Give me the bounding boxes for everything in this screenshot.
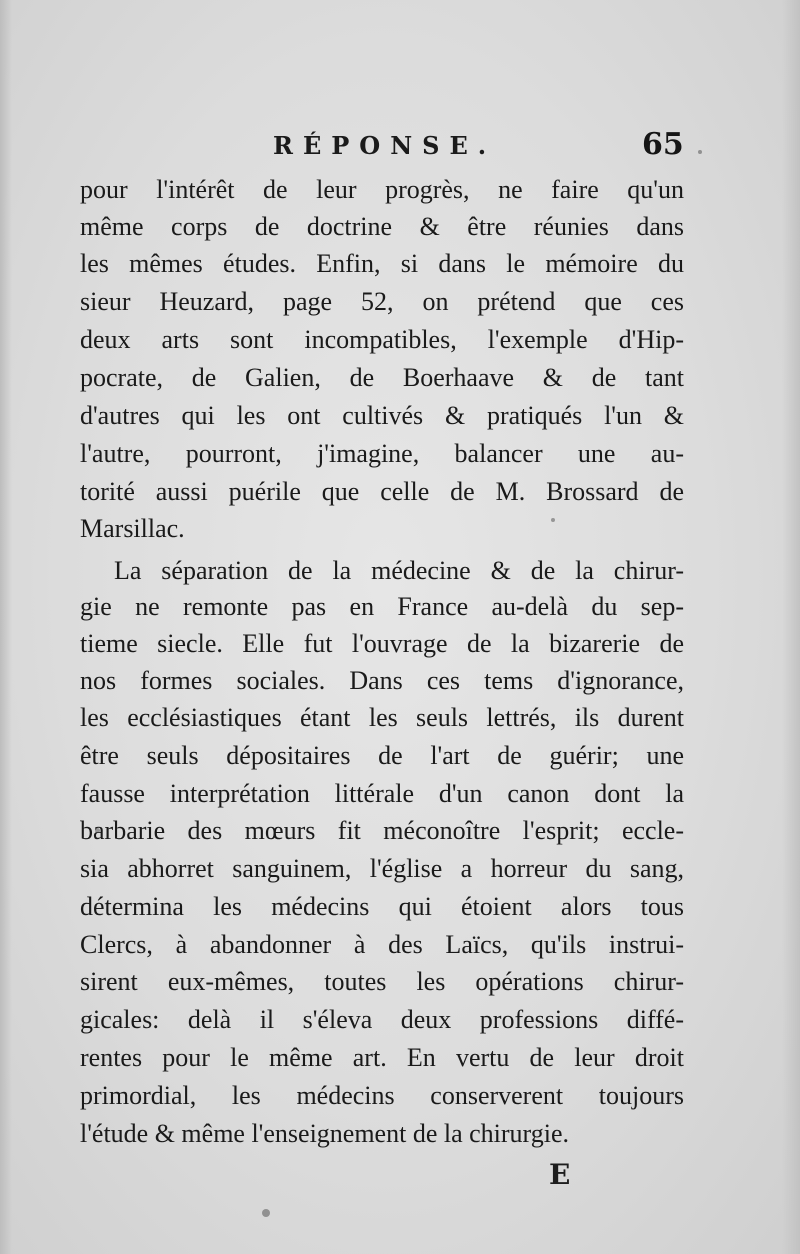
text-line: gie ne remonte pas en France au-delà du sep- (80, 592, 684, 621)
text-line: détermina les médecins qui étoient alors tous (80, 892, 684, 921)
text-line: torité aussi puérile que celle de M. Brossard de (80, 477, 684, 506)
text-line: l'étude & même l'enseignement de la chirurgie. (80, 1119, 569, 1148)
text-line: l'autre, pourront, j'imagine, balancer une au- (80, 439, 684, 468)
paper-speck (95, 828, 100, 833)
text-line: être seuls dépositaires de l'art de guérir; une (80, 741, 684, 770)
text-line: Clercs, à abandonner à des Laïcs, qu'ils instrui- (80, 930, 684, 959)
text-line: pour l'intérêt de leur progrès, ne faire qu'un (80, 175, 684, 204)
text-line: primordial, les médecins conserverent toujours (80, 1081, 684, 1110)
text-line: sieur Heuzard, page 52, on prétend que ces (80, 287, 684, 316)
paragraph-start-line: La séparation de la médecine & de la chirur- (114, 556, 684, 585)
text-line: sia abhorret sanguinem, l'église a horreur du sang, (80, 854, 684, 883)
text-line: rentes pour le même art. En vertu de leur droit (80, 1043, 684, 1072)
text-line: même corps de doctrine & être réunies dans (80, 212, 684, 241)
signature-mark: E (549, 1158, 571, 1191)
text-line: les ecclésiastiques étant les seuls lettrés, ils durent (80, 703, 684, 732)
text-line: tieme siecle. Elle fut l'ouvrage de la bizarerie de (80, 629, 684, 658)
running-head: RÉPONSE. (273, 131, 497, 160)
paper-speck (262, 1209, 270, 1217)
text-line: pocrate, de Galien, de Boerhaave & de tant (80, 363, 684, 392)
text-line: Marsillac. (80, 514, 185, 543)
text-line: gicales: delà il s'éleva deux professions diffé- (80, 1005, 684, 1034)
text-line: nos formes sociales. Dans ces tems d'ignorance, (80, 666, 684, 695)
text-line: sirent eux-mêmes, toutes les opérations chirur- (80, 967, 684, 996)
text-line: d'autres qui les ont cultivés & pratiqués l'un & (80, 401, 684, 430)
page-number: 65 (642, 127, 684, 162)
text-line: deux arts sont incompatibles, l'exemple d'Hip- (80, 325, 684, 354)
paper-speck (698, 150, 702, 154)
paper-speck (551, 518, 555, 522)
text-line: les mêmes études. Enfin, si dans le mémoire du (80, 249, 684, 278)
text-line: barbarie des mœurs fit méconoître l'esprit; eccle- (80, 816, 684, 845)
text-line: fausse interprétation littérale d'un canon dont la (80, 779, 684, 808)
